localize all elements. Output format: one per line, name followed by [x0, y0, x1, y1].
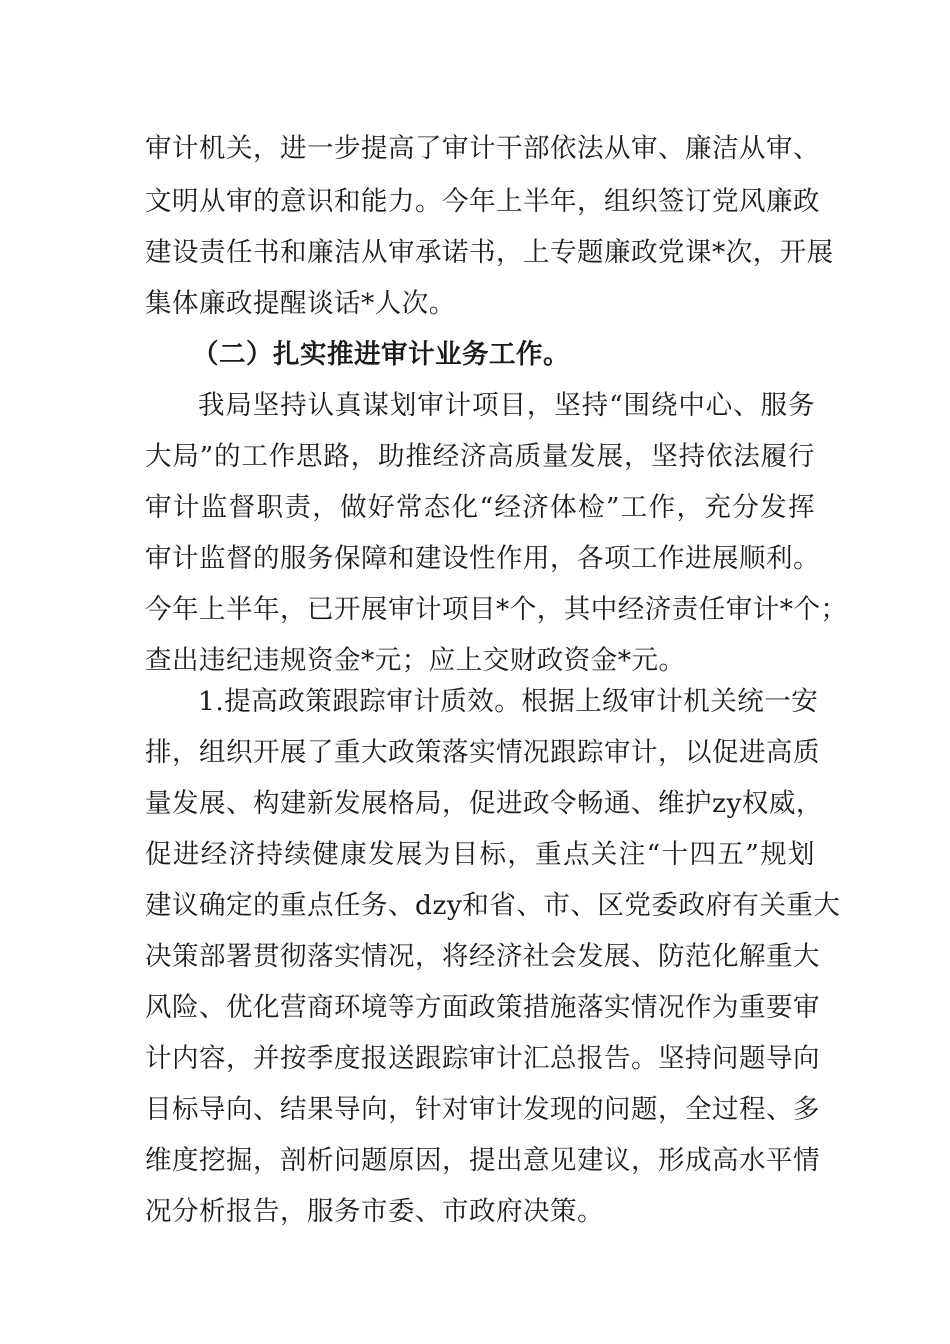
paragraph-line: 目标导向、结果导向，针对审计发现的问题，全过程、多 — [145, 1094, 820, 1125]
paragraph-line: 风险、优化营商环境等方面政策措施落实情况作为重要审 — [145, 992, 820, 1023]
paragraph-line: 1.提高政策跟踪审计质效。根据上级审计机关统一安 — [198, 686, 819, 717]
paragraph-line: 况分析报告，服务市委、市政府决策。 — [145, 1196, 604, 1227]
paragraph-line: 今年上半年，已开展审计项目*个，其中经济责任审计*个； — [145, 594, 848, 625]
section-heading: （二）扎实推进审计业务工作。 — [192, 339, 570, 370]
paragraph-line: 建议确定的重点任务、dzy和省、市、区党委政府有关重大 — [145, 890, 841, 921]
paragraph-line: 集体廉政提醒谈话*人次。 — [145, 288, 456, 319]
paragraph-line: 促进经济持续健康发展为目标，重点关注“十四五”规划 — [145, 839, 815, 870]
paragraph-line: 审计机关，进一步提高了审计干部依法从审、廉洁从审、 — [145, 133, 820, 164]
paragraph-line: 量发展、构建新发展格局，促进政令畅通、维护zy权威， — [145, 788, 823, 819]
paragraph-line: 计内容，并按季度报送跟踪审计汇总报告。坚持问题导向 — [145, 1043, 820, 1074]
paragraph-line: 我局坚持认真谋划审计项目，坚持“围绕中心、服务 — [198, 390, 815, 421]
paragraph-line: 审计监督的服务保障和建设性作用，各项工作进展顺利。 — [145, 543, 820, 574]
paragraph-line: 审计监督职责，做好常态化“经济体检”工作，充分发挥 — [145, 492, 815, 523]
paragraph-line: 大局”的工作思路，助推经济高质量发展，坚持依法履行 — [145, 441, 815, 472]
paragraph-line: 查出违纪违规资金*元；应上交财政资金*元。 — [145, 645, 686, 676]
paragraph-line: 维度挖掘，剖析问题原因，提出意见建议，形成高水平情 — [145, 1145, 820, 1176]
paragraph-line: 建设责任书和廉洁从审承诺书，上专题廉政党课*次，开展 — [145, 237, 834, 268]
paragraph-line: 文明从审的意识和能力。今年上半年，组织签订党风廉政 — [145, 186, 820, 217]
paragraph-line: 排，组织开展了重大政策落实情况跟踪审计，以促进高质 — [145, 737, 820, 768]
paragraph-line: 决策部署贯彻落实情况，将经济社会发展、防范化解重大 — [145, 941, 820, 972]
